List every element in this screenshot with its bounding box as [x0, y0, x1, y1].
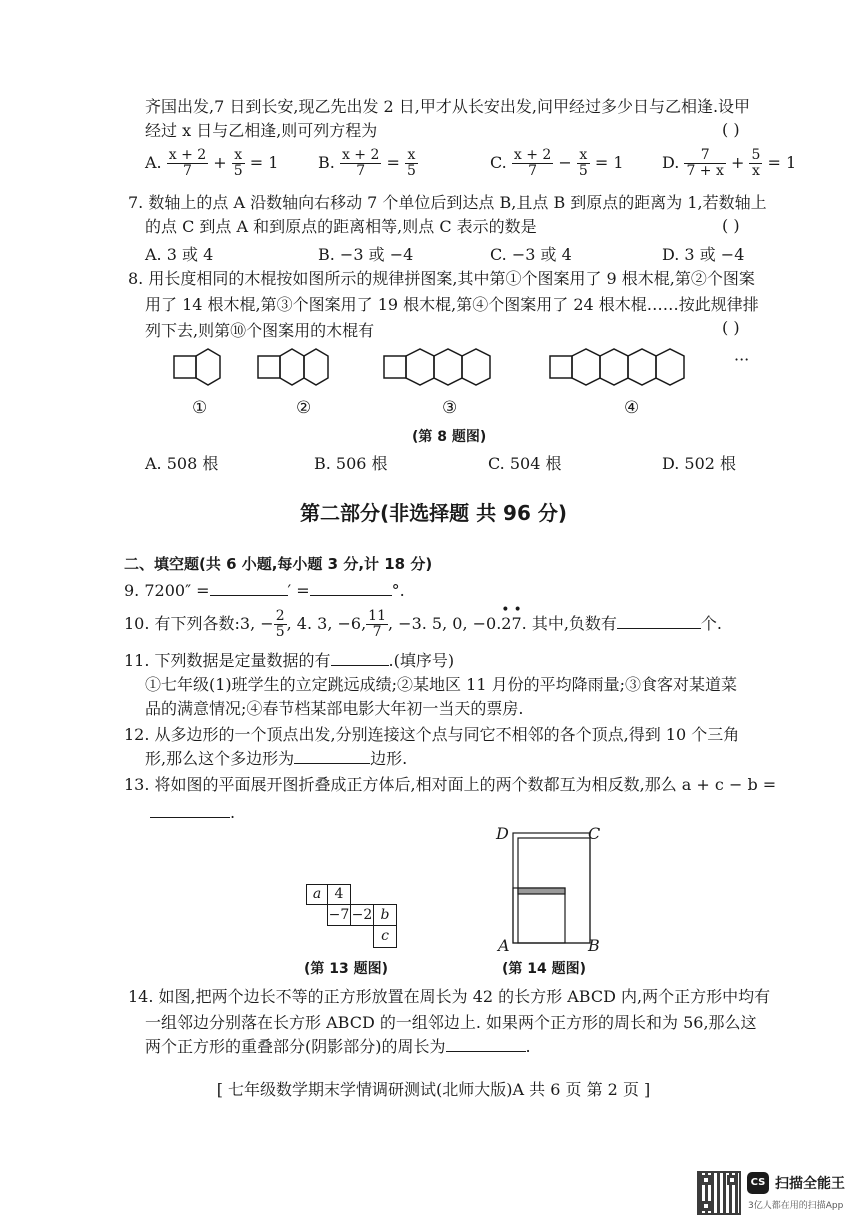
- q6-line1: 齐国出发,7 日到长安,现乙先出发 2 日,甲才从长安出发,问甲经过多少日与乙相逢.设甲: [145, 97, 751, 116]
- q6-option-a: A. $\frac{x + 2}{7}$ + $\frac{x}{5}$ = 1: [145, 147, 279, 179]
- q7-line2: 的点 C 到点 A 和到原点的距离相等,则点 C 表示的数是: [145, 217, 537, 236]
- q8-option-c: C. 504 根: [488, 454, 562, 473]
- q8-line2: 用了 14 根木棍,第③个图案用了 19 根木棍,第④个图案用了 24 根木棍……按此规律排: [145, 295, 759, 314]
- q12-line1: 12. 从多边形的一个顶点出发,分别连接这个点与同它不相邻的各个顶点,得到 10 个三角: [124, 725, 740, 744]
- q6-answer-bracket: ( ): [722, 120, 740, 139]
- q13-line1: 13. 将如图的平面展开图折叠成正方体后,相对面上的两个数都互为相反数,那么 a + c − b =: [124, 775, 777, 794]
- section2-title: 二、填空题(共 6 小题,每小题 3 分,计 18 分): [124, 555, 433, 573]
- q12-line2: 形,那么这个多边形为 边形.: [145, 749, 408, 768]
- net-cell-4: 4: [327, 884, 351, 905]
- q8-option-b: B. 506 根: [314, 454, 388, 473]
- q9-blank-1[interactable]: [210, 595, 288, 596]
- pattern-1: [174, 349, 220, 385]
- q8-fig-label-4: ④: [624, 398, 640, 418]
- q7-option-b: B. −3 或 −4: [318, 245, 414, 264]
- q14-line3: 两个正方形的重叠部分(阴影部分)的周长为 .: [145, 1037, 531, 1056]
- q8-pattern-figure: [160, 338, 780, 410]
- q8-fig-label-3: ③: [442, 398, 458, 418]
- q7-option-a: A. 3 或 4: [145, 245, 214, 264]
- q8-option-d: D. 502 根: [662, 454, 737, 473]
- q11-line1: 11. 下列数据是定量数据的有 .(填序号): [124, 651, 455, 670]
- q6-option-d: D. $\frac{7}{7 + x}$ + $\frac{5}{x}$ = 1: [662, 147, 797, 179]
- q8-fig-label-2: ②: [296, 398, 312, 418]
- qr-code-image: [697, 1171, 741, 1215]
- q6-option-c: C. $\frac{x + 2}{7}$ − $\frac{x}{5}$ = 1: [490, 147, 624, 179]
- part2-title: 第二部分(非选择题 共 96 分): [299, 501, 567, 525]
- q10-blank[interactable]: [617, 628, 701, 629]
- pattern-4: [550, 349, 684, 385]
- q14-blank[interactable]: [446, 1051, 526, 1052]
- q8-fig-label-1: ①: [192, 398, 208, 418]
- q14-label-A: A: [498, 936, 510, 955]
- q9-line: 9. 7200″ = ′ = °.: [124, 581, 405, 600]
- q10-line: 10. 有下列各数:3, − $\frac{2}{5}$ , 4. 3, −6, $\frac{11}{7}$ , −3. 5, 0, −0. •• 27. 其中,负数有 个.: [124, 602, 723, 640]
- q6-line2: 经过 x 日与乙相逢,则可列方程为: [145, 121, 378, 140]
- q7-line1: 7. 数轴上的点 A 沿数轴向右移动 7 个单位后到达点 B,且点 B 到原点的距离为 1,若数轴上: [128, 193, 767, 212]
- net-cell-neg7: −7: [327, 904, 351, 926]
- q7-option-c: C. −3 或 4: [490, 245, 572, 264]
- q14-line1: 14. 如图,把两个边长不等的正方形放置在周长为 42 的长方形 ABCD 内,两个正方形中均有: [128, 987, 771, 1006]
- q9-blank-2[interactable]: [310, 595, 392, 596]
- net-cell-c: c: [373, 925, 397, 948]
- pattern-3: [384, 349, 490, 385]
- q8-answer-bracket: ( ): [722, 318, 740, 337]
- q14-label-D: D: [496, 824, 509, 843]
- q13-blank[interactable]: [150, 817, 230, 818]
- q14-label-C: C: [588, 824, 601, 843]
- q12-blank[interactable]: [294, 763, 370, 764]
- page-footer: [ 七年级数学期末学情调研测试(北师大版)A 共 6 页 第 2 页 ]: [216, 1080, 651, 1099]
- pattern-2: [258, 349, 328, 385]
- q14-label-B: B: [588, 936, 600, 955]
- q11-blank[interactable]: [331, 665, 389, 666]
- cs-logo-icon: CS: [747, 1172, 769, 1194]
- brand-name: 扫描全能王: [775, 1176, 845, 1192]
- brand-tagline: 3亿人都在用的扫描App: [748, 1201, 844, 1211]
- q6-option-b: B. $\frac{x + 2}{7}$ = $\frac{x}{5}$: [318, 147, 416, 179]
- q8-option-a: A. 508 根: [145, 454, 219, 473]
- q14-caption: (第 14 题图): [502, 961, 587, 977]
- q8-caption: (第 8 题图): [412, 429, 487, 445]
- q7-option-d: D. 3 或 −4: [662, 245, 745, 264]
- q13-line2: .: [150, 802, 235, 824]
- q8-ellipsis: ···: [734, 350, 750, 369]
- q14-rectangle-figure: [512, 832, 592, 946]
- net-cell-a: a: [306, 884, 328, 905]
- net-cell-neg2: −2: [350, 904, 374, 926]
- q13-cube-net: [306, 884, 398, 954]
- net-cell-b: b: [373, 904, 397, 926]
- q8-line3: 列下去,则第⑩个图案用的木棍有: [145, 321, 375, 340]
- q8-line1: 8. 用长度相同的木棍按如图所示的规律拼图案,其中第①个图案用了 9 根木棍,第②个图案: [128, 269, 755, 288]
- q14-line2: 一组邻边分别落在长方形 ABCD 的一组邻边上. 如果两个正方形的周长和为 56,那么这: [145, 1013, 757, 1032]
- q10-repeating-decimal: •• 27: [501, 602, 526, 633]
- q13-caption: (第 13 题图): [304, 961, 389, 977]
- q11-line2: ①七年级(1)班学生的立定跳远成绩;②某地区 11 月份的平均降雨量;③食客对某道菜: [145, 675, 737, 694]
- q11-line3: 品的满意情况;④春节档某部电影大年初一当天的票房.: [145, 699, 524, 718]
- q7-answer-bracket: ( ): [722, 216, 740, 235]
